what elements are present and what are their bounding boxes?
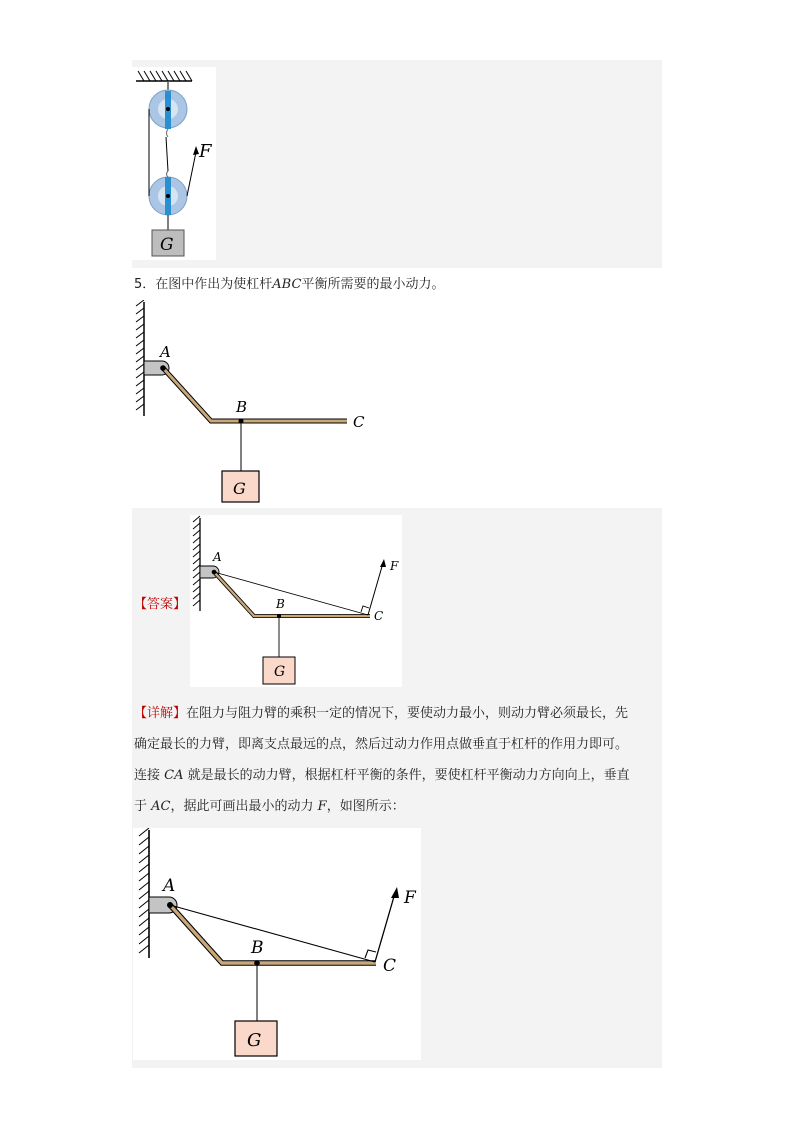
explanation-text-1: 在阻力与阻力臂的乘积一定的情况下，要使动力最小，则动力臂必须最长，先 [186,706,629,721]
explanation-text-3b: 就是最长的动力臂，根据杠杆平衡的条件，要使杠杆平衡动力方向向上，垂直 [187,768,630,783]
explanation-text-3a: 连接 [134,768,161,783]
e-label-b: B [251,938,264,958]
a-label-a: A [213,550,222,564]
question-suffix: 平衡所需要的最小动力。 [301,277,445,292]
a-label-c: C [374,609,384,623]
q-label-b: B [236,398,248,416]
explanation-tag: 【详解】 [134,706,187,721]
a-label-g: G [274,664,286,680]
explanation-text-2: 确定最长的力臂，即离支点最远的点，然后过动力作用点做垂直于杠杆的作用力即可。 [134,737,629,752]
pulley-diagram [132,67,216,260]
pulley-force-label: F [199,141,212,162]
e-label-c: C [383,956,397,976]
q-label-c: C [353,413,365,431]
a-label-f: F [390,559,399,573]
explanation-ca: CA [164,768,184,783]
question-lever-name: ABC [272,277,302,292]
pulley-weight-label: G [160,235,174,255]
answer-figure-box [190,515,402,687]
explanation-f: F [317,799,327,814]
e-label-a: A [163,876,176,896]
explanation-line-2 [134,733,628,752]
explanation-text-4c: ，如图所示： [326,799,405,814]
explanation-ac: AC [151,799,171,814]
question-number: 5． [134,277,156,292]
q-label-g: G [233,479,246,498]
explanation-line-3 [134,764,630,783]
question-lever-figure [132,300,382,510]
answer-lever-figure [190,515,402,687]
explanation-text-4b: ，据此可画出最小的动力 [170,799,314,814]
q-label-a: A [160,343,171,361]
a-label-b: B [276,597,285,611]
question-5 [134,275,444,295]
pulley-figure [132,67,216,260]
question-prefix: 在图中作出为使杠杆 [155,277,273,292]
answer-tag: 【答案】 [134,597,187,612]
explanation-figure-box [133,828,421,1060]
e-label-g: G [247,1030,262,1051]
e-label-f: F [404,888,416,908]
explanation-line-1 [134,702,628,721]
explanation-lever-figure [133,828,421,1060]
explanation-text-4a: 于 [134,799,148,814]
explanation-line-4 [134,795,405,814]
